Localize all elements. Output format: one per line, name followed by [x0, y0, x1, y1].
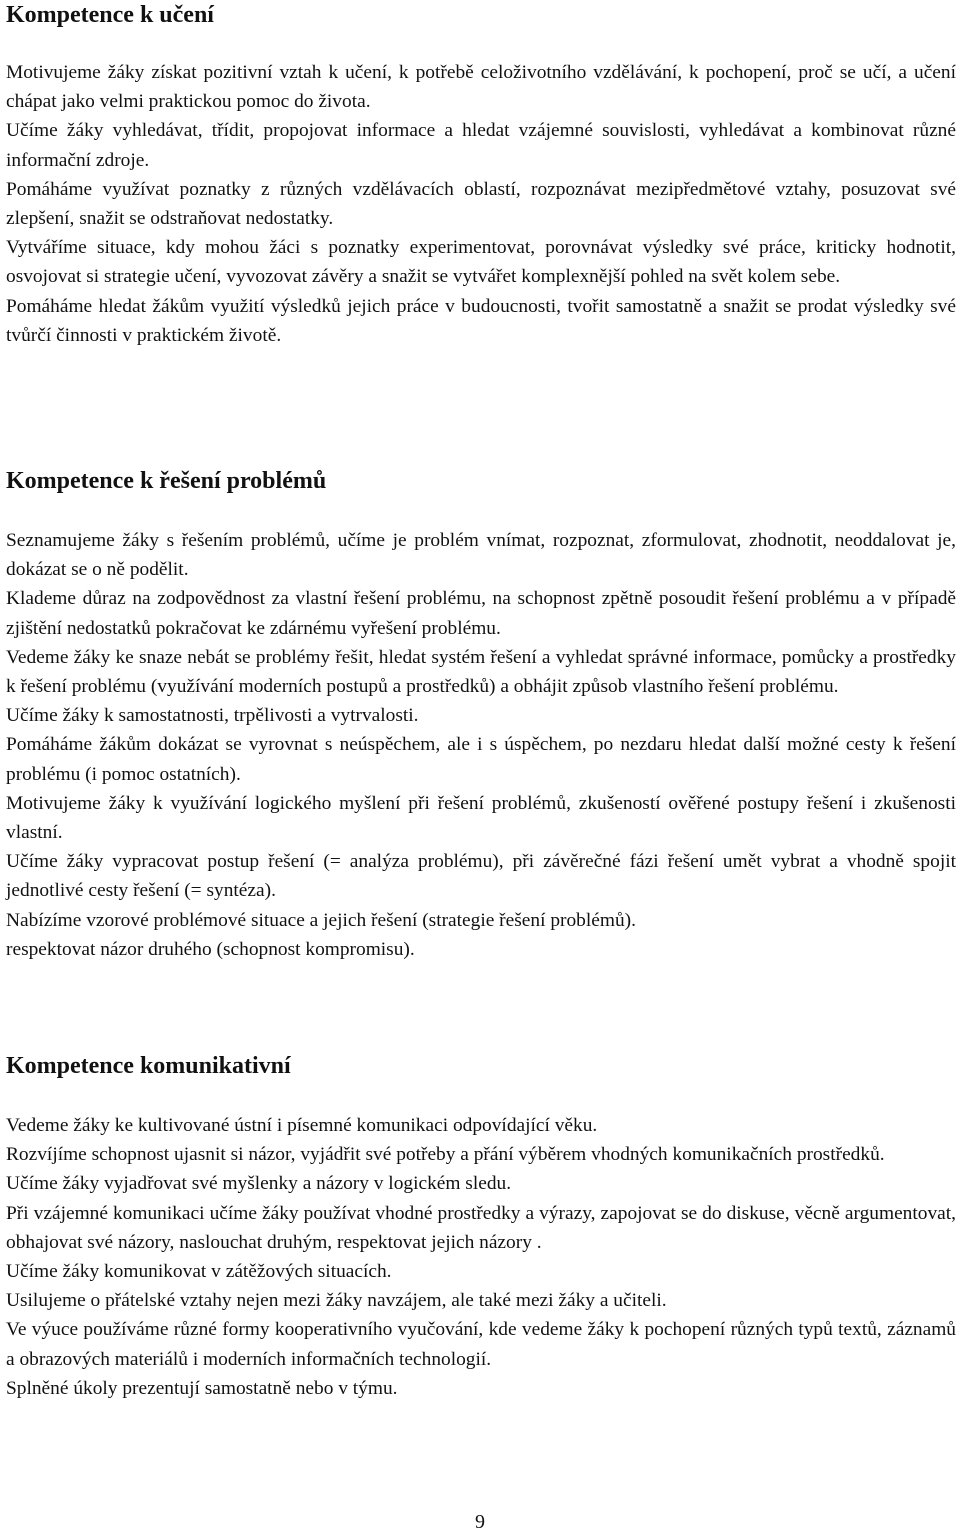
paragraph: Motivujeme žáky k využívání logického myšlení při řešení problémů, zkušeností ověřené postupy řešení i zkušenosti vlastní.: [6, 792, 956, 844]
paragraph: respektovat názor druhého (schopnost kompromisu).: [6, 938, 415, 960]
paragraph: Motivujeme žáky získat pozitivní vztah k učení, k potřebě celoživotního vzdělávání, k pochopení, proč se učí, a učení chápat jako velmi praktickou pomoc do života.: [6, 62, 956, 113]
section-heading: Kompetence komunikativní: [6, 1053, 291, 1079]
paragraph: Rozvíjíme schopnost ujasnit si názor, vyjádřit své potřeby a přání výběrem vhodných komunikačních prostředků.: [6, 1144, 885, 1166]
paragraph: Učíme žáky komunikovat v zátěžových situacích.: [6, 1261, 392, 1283]
section-heading: Kompetence k řešení problémů: [6, 468, 327, 494]
paragraph: Pomáháme hledat žákům využití výsledků jejich práce v budoucnosti, tvořit samostatně a snažit se prodat výsledky své tvůrčí činnosti v praktickém životě.: [6, 295, 956, 346]
paragraph: Učíme žáky vyjadřovat své myšlenky a názory v logickém sledu.: [6, 1173, 512, 1195]
paragraph: Učíme žáky vypracovat postup řešení (= analýza problému), při závěrečné fázi řešení umět vybrat a vhodně spojit jednotlivé cesty řešení (= syntéza).: [6, 851, 956, 902]
section-learning-competence: [6, 0, 956, 350]
paragraph: Vedeme žáky ke kultivované ústní i písemné komunikaci odpovídající věku.: [6, 1115, 598, 1136]
paragraph: Vedeme žáky ke snaze nebát se problémy řešit, hledat systém řešení a vyhledat správné informace, pomůcky a prostředky k řešení problému (využívání moderních postupů a prostředků) a obhájit způsob vlastního řešení problému.: [6, 646, 956, 698]
paragraph: Pomáháme žákům dokázat se vyrovnat s neúspěchem, ale i s úspěchem, po nezdaru hledat další možné cesty k řešení problému (i pomoc ostatních).: [6, 734, 956, 785]
paragraph: Vytváříme situace, kdy mohou žáci s poznatky experimentovat, porovnávat výsledky své práce, kriticky hodnotit, osvojovat si strategie učení, vyvozovat závěry a snažit se vytvářet komplexnější pohled na svět kolem sebe.: [6, 237, 956, 288]
paragraph: Při vzájemné komunikaci učíme žáky používat vhodné prostředky a výrazy, zapojovat se do diskuse, věcně argumentovat, obhajovat své názory, naslouchat druhým, respektovat jejich názory .: [6, 1202, 956, 1253]
section-problem-solving-competence: [6, 466, 956, 964]
paragraph: Nabízíme vzorové problémové situace a jejich řešení (strategie řešení problémů).: [6, 909, 636, 931]
paragraph: Usilujeme o přátelské vztahy nejen mezi žáky navzájem, ale také mezi žáky a učiteli.: [6, 1290, 667, 1312]
paragraph: Seznamujeme žáky s řešením problémů, učíme je problém vnímat, rozpoznat, zformulovat, zhodnotit, neoddalovat je, dokázat se o ně podělit.: [6, 530, 956, 581]
section-heading: Kompetence k učení: [6, 2, 214, 28]
paragraph: Splněné úkoly prezentují samostatně nebo v týmu.: [6, 1377, 398, 1399]
paragraph: Učíme žáky vyhledávat, třídit, propojovat informace a hledat vzájemné souvislosti, vyhledávat a kombinovat různé informační zdroje.: [6, 120, 956, 171]
page-number: 9: [475, 1511, 485, 1533]
paragraph: Učíme žáky k samostatnosti, trpělivosti a vytrvalosti.: [6, 705, 419, 727]
paragraph: Pomáháme využívat poznatky z různých vzdělávacích oblastí, rozpoznávat mezipředmětové vztahy, posuzovat své zlepšení, snažit se odstraňovat nedostatky.: [6, 178, 956, 230]
section-communication-competence: [6, 1051, 956, 1403]
paragraph: Klademe důraz na zodpovědnost za vlastní řešení problému, na schopnost zpětně posoudit řešení problému a v případě zjištění nedostatků pokračovat ke zdárnému vyřešení problému.: [6, 588, 956, 639]
paragraph: Ve výuce používáme různé formy kooperativního vyučování, kde vedeme žáky k pochopení různých typů textů, záznamů a obrazových materiálů i moderních informačních technologií.: [6, 1319, 956, 1370]
